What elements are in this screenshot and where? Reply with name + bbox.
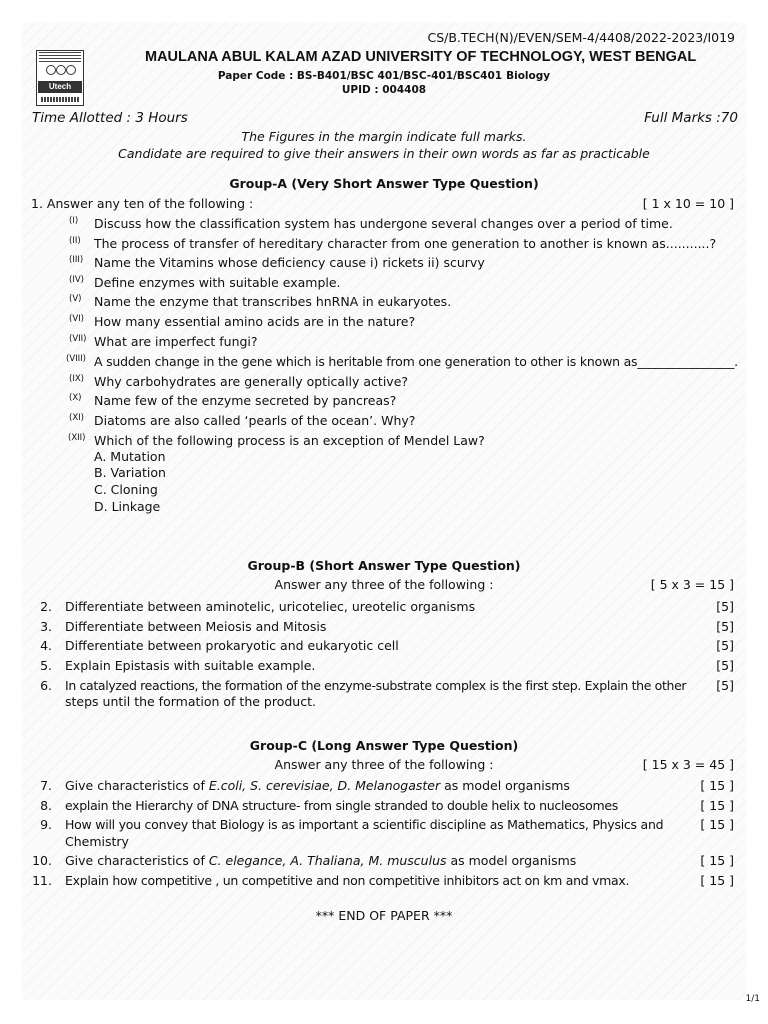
question-marks: [5] [716, 619, 734, 634]
question-num: 8. [40, 798, 52, 813]
list-item: Name the Vitamins whose deficiency cause i) rickets ii) scurvy [94, 255, 485, 270]
option-a: A. Mutation [94, 449, 166, 464]
item-num: (II) [69, 236, 81, 246]
group-a-title: Group-A (Very Short Answer Type Question) [229, 176, 539, 191]
item-num: (I) [69, 216, 79, 226]
question-text: Differentiate between aminotelic, uricoteliec, ureotelic organisms [65, 599, 476, 614]
question-marks: [5] [716, 638, 734, 653]
list-item: Discuss how the classification system has undergone several changes over a period of time. [94, 216, 673, 231]
question-text-cont: Chemistry [65, 834, 129, 849]
question-marks: [ 15 ] [700, 873, 734, 888]
question-num: 6. [40, 678, 52, 693]
end-of-paper: *** END OF PAPER *** [315, 908, 453, 923]
question-num: 7. [40, 778, 52, 793]
question-text-cont: steps until the formation of the product. [65, 694, 316, 709]
instruction-margin: The Figures in the margin indicate full marks. [241, 129, 527, 144]
university-logo: Utech [36, 50, 84, 106]
paper-code: Paper Code : BS-B401/BSC 401/BSC-401/BSC401 Biology [217, 70, 551, 82]
item-num: (XI) [69, 413, 84, 423]
item-num: (X) [69, 393, 82, 403]
question-text: Explain how competitive , un competitive and non competitive inhibitors act on km and vmax. [65, 873, 630, 888]
instruction-own-words: Candidate are required to give their answers in their own words as far as practicable [118, 146, 650, 161]
question-marks: [ 15 ] [700, 778, 734, 793]
question-text: Give characteristics of C. elegance, A. Thaliana, M. musculus as model organisms [65, 853, 577, 868]
option-b: B. Variation [94, 465, 166, 480]
question-text: In catalyzed reactions, the formation of the enzyme-substrate complex is the first step. Explain the other [65, 678, 687, 693]
question-num: 4. [40, 638, 52, 653]
question-text: explain the Hierarchy of DNA structure- from single stranded to double helix to nucleosomes [65, 798, 618, 813]
time-allotted: Time Allotted : 3 Hours [32, 110, 188, 126]
full-marks: Full Marks :70 [644, 110, 738, 126]
group-c-title: Group-C (Long Answer Type Question) [249, 738, 519, 753]
group-b-title: Group-B (Short Answer Type Question) [247, 558, 521, 573]
item-num: (VI) [69, 314, 84, 324]
item-num: (III) [69, 255, 84, 265]
list-item: How many essential amino acids are in the nature? [94, 314, 416, 329]
option-d: D. Linkage [94, 499, 161, 514]
question-num: 2. [40, 599, 52, 614]
question-marks: [ 15 ] [700, 817, 734, 832]
question-num: 9. [40, 817, 52, 832]
question-marks: [5] [716, 599, 734, 614]
list-item: Define enzymes with suitable example. [94, 275, 341, 290]
item-num: (IV) [69, 275, 84, 285]
group-a-question: 1. Answer any ten of the following : [31, 196, 254, 211]
university-name: MAULANA ABUL KALAM AZAD UNIVERSITY OF TECHNOLOGY, WEST BENGAL [145, 49, 697, 65]
paper-code-header: CS/B.TECH(N)/EVEN/SEM-4/4408/2022-2023/I019 [427, 30, 735, 45]
question-text: How will you convey that Biology is as important a scientific discipline as Mathematics, Physics and [65, 817, 664, 832]
question-text: Differentiate between Meiosis and Mitosis [65, 619, 327, 634]
list-item: Why carbohydrates are generally optically active? [94, 374, 409, 389]
question-num: 10. [32, 853, 52, 868]
question-text: Differentiate between prokaryotic and eukaryotic cell [65, 638, 399, 653]
question-text: Explain Epistasis with suitable example. [65, 658, 316, 673]
list-item: Name few of the enzyme secreted by pancreas? [94, 393, 397, 408]
list-item: What are imperfect fungi? [94, 334, 258, 349]
question-num: 5. [40, 658, 52, 673]
upid: UPID : 004408 [341, 84, 427, 96]
page-number: 1/1 [745, 994, 760, 1004]
item-num: (VII) [69, 334, 87, 344]
item-num: (V) [69, 294, 82, 304]
list-item: A sudden change in the gene which is heritable from one generation to other is known as________________. [94, 354, 738, 369]
subject: Biology [506, 70, 551, 82]
item-num: (VIII) [66, 354, 86, 364]
question-marks: [5] [716, 658, 734, 673]
list-item: Diatoms are also called ‘pearls of the ocean’. Why? [94, 413, 416, 428]
list-item: Which of the following process is an exception of Mendel Law? [94, 433, 485, 448]
group-b-instruction: Answer any three of the following : [274, 577, 494, 592]
group-c-instruction: Answer any three of the following : [274, 757, 494, 772]
question-marks: [ 15 ] [700, 798, 734, 813]
question-marks: [5] [716, 678, 734, 693]
option-c: C. Cloning [94, 482, 158, 497]
question-marks: [ 15 ] [700, 853, 734, 868]
question-num: 11. [32, 873, 52, 888]
group-b-marks: [ 5 x 3 = 15 ] [650, 577, 734, 592]
group-a-marks: [ 1 x 10 = 10 ] [642, 196, 734, 211]
list-item: The process of transfer of hereditary character from one generation to another is known as...........? [94, 236, 717, 251]
question-num: 3. [40, 619, 52, 634]
group-c-marks: [ 15 x 3 = 45 ] [642, 757, 734, 772]
question-text: Give characteristics of E.coli, S. cerevisiae, D. Melanogaster as model organisms [65, 778, 570, 793]
item-num: (IX) [69, 374, 84, 384]
item-num: (XII) [68, 433, 86, 443]
list-item: Name the enzyme that transcribes hnRNA in eukaryotes. [94, 294, 452, 309]
